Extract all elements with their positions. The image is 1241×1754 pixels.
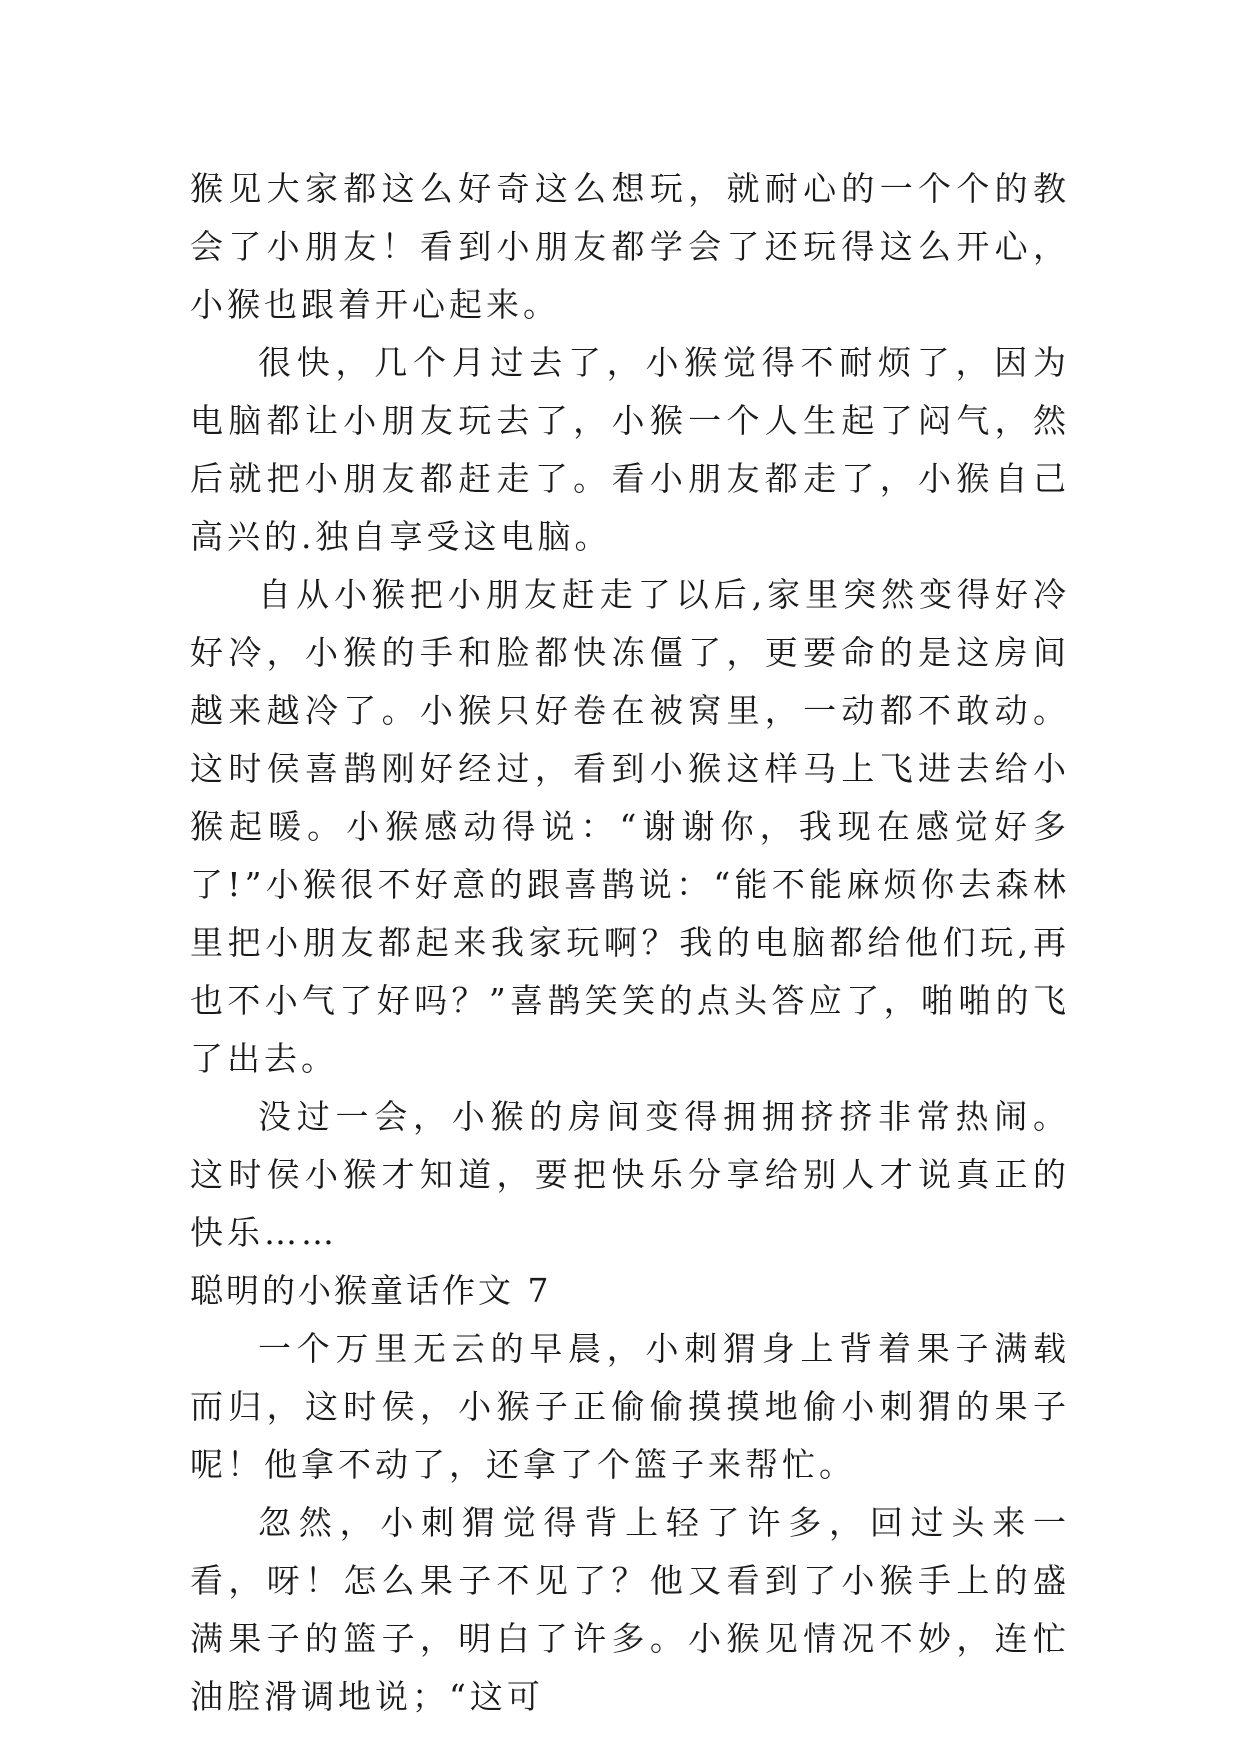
- section-heading: 聪明的小猴童话作文 7: [190, 1271, 552, 1310]
- paragraph-5: 一个万里无云的早晨，小刺猬身上背着果子满载而归，这时侯，小猴子正偷偷摸摸地偷小刺猬的果子呢！他拿不动了，还拿了个篮子来帮忙。: [190, 1329, 1070, 1484]
- paragraph-1: 猴见大家都这么好奇这么想玩，就耐心的一个个的教会了小朋友！看到小朋友都学会了还玩得这么开心，小猴也跟着开心起来。: [190, 169, 1070, 324]
- paragraph-6: 忽然，小刺猬觉得背上轻了许多，回过头来一看，呀！怎么果子不见了？他又看到了小猴手上的盛满果子的篮子，明白了许多。小猴见情况不妙，连忙油腔滑调地说；“这可: [190, 1503, 1070, 1716]
- paragraph-4: 没过一会，小猴的房间变得拥拥挤挤非常热闹。这时侯小猴才知道，要把快乐分享给别人才说真正的快乐……: [190, 1097, 1070, 1252]
- paragraph-3: 自从小猴把小朋友赶走了以后,家里突然变得好冷好冷，小猴的手和脸都快冻僵了，更要命的是这房间越来越冷了。小猴只好卷在被窝里，一动都不敢动。这时侯喜鹊刚好经过，看到小猴这样马上飞进去给小猴起暖。小猴感动得说：“谢谢你，我现在感觉好多了!”小猴很不好意的跟喜鹊说：“能不能麻烦你去森林里把小朋友都起来我家玩啊？我的电脑都给他们玩,再也不小气了好吗？”喜鹊笑笑的点头答应了，啪啪的飞了出去。: [190, 575, 1070, 1078]
- document-body: [190, 160, 1070, 1726]
- paragraph-2: 很快，几个月过去了，小猴觉得不耐烦了，因为电脑都让小朋友玩去了，小猴一个人生起了闷气，然后就把小朋友都赶走了。看小朋友都走了，小猴自己高兴的.独自享受这电脑。: [190, 343, 1070, 556]
